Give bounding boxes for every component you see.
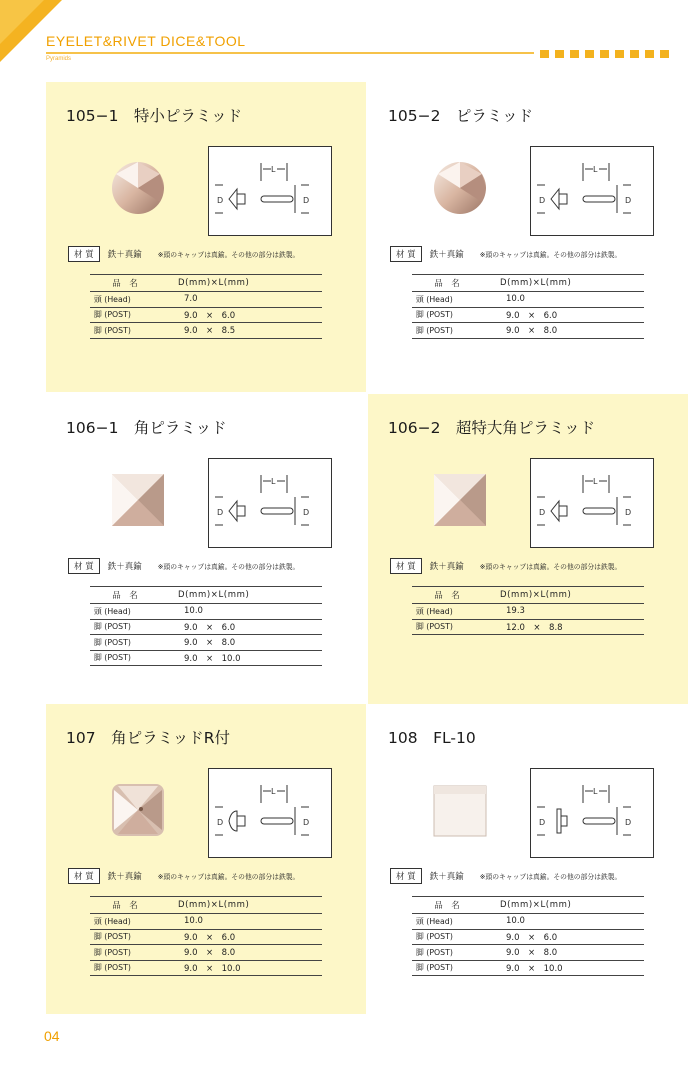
part-name-cell: 脚 (POST) bbox=[412, 307, 482, 323]
rounded-square-pyramid-rivet-image bbox=[108, 780, 168, 840]
product-section-106-2 bbox=[368, 394, 688, 704]
spec-table bbox=[412, 586, 644, 635]
table-row bbox=[90, 960, 322, 976]
product-section-108 bbox=[368, 704, 688, 1014]
size-cell: 9.0 × 6.0 bbox=[160, 307, 322, 323]
table-header-row bbox=[412, 897, 644, 914]
length-label: L bbox=[271, 787, 276, 796]
size-cell: 10.0 bbox=[160, 914, 322, 930]
material-label: 材 質 bbox=[68, 558, 100, 574]
material-note: ※頭のキャップは真鍮。その他の部分は鉄製。 bbox=[157, 563, 300, 571]
diameter-label: D bbox=[539, 818, 546, 827]
spec-table bbox=[90, 896, 322, 976]
part-name-cell: 脚 (POST) bbox=[412, 960, 482, 976]
size-cell: 10.0 bbox=[482, 292, 644, 308]
part-name-cell: 脚 (POST) bbox=[90, 307, 160, 323]
table-row bbox=[412, 914, 644, 930]
product-section-107 bbox=[46, 704, 366, 1014]
material-line bbox=[68, 868, 299, 884]
part-name-cell: 脚 (POST) bbox=[412, 929, 482, 945]
column-header-name: 品 名 bbox=[90, 275, 160, 292]
column-header-size: D(mm)×L(mm) bbox=[160, 897, 322, 914]
diameter-label: D bbox=[217, 818, 224, 827]
column-header-name: 品 名 bbox=[90, 587, 160, 604]
table-row bbox=[412, 307, 644, 323]
table-row bbox=[90, 650, 322, 666]
column-header-name: 品 名 bbox=[412, 587, 482, 604]
page-number: 04 bbox=[44, 1028, 60, 1044]
part-name-cell: 頭 (Head) bbox=[412, 604, 482, 620]
part-name-cell: 脚 (POST) bbox=[90, 960, 160, 976]
material-label: 材 質 bbox=[390, 558, 422, 574]
round-pyramid-rivet-image bbox=[430, 158, 490, 218]
table-row bbox=[412, 604, 644, 620]
table-header-row bbox=[90, 587, 322, 604]
size-cell: 9.0 × 6.0 bbox=[160, 929, 322, 945]
page-header-subtitle: Pyramids bbox=[46, 56, 72, 62]
column-header-size: D(mm)×L(mm) bbox=[160, 275, 322, 292]
diameter-label: D bbox=[217, 196, 224, 205]
column-header-name: 品 名 bbox=[90, 897, 160, 914]
material-label: 材 質 bbox=[390, 868, 422, 884]
material-value: 鉄＋真鍮 bbox=[429, 250, 464, 260]
table-row bbox=[90, 292, 322, 308]
page-header-title: EYELET&RIVET DICE&TOOL bbox=[46, 33, 246, 49]
product-title: 106−2 超特大角ピラミッド bbox=[388, 419, 596, 437]
rivet-dimension-diagram bbox=[530, 768, 654, 858]
table-row bbox=[412, 945, 644, 961]
product-section-105-1 bbox=[46, 82, 366, 392]
rivet-dimension-diagram bbox=[208, 146, 332, 236]
size-cell: 9.0 × 8.0 bbox=[482, 323, 644, 339]
diameter-label: D bbox=[303, 818, 310, 827]
diameter-label: D bbox=[539, 196, 546, 205]
material-value: 鉄＋真鍮 bbox=[429, 872, 464, 882]
table-row bbox=[412, 619, 644, 635]
column-header-size: D(mm)×L(mm) bbox=[482, 587, 644, 604]
material-line bbox=[390, 868, 621, 884]
rivet-dimension-diagram bbox=[208, 768, 332, 858]
size-cell: 7.0 bbox=[160, 292, 322, 308]
product-title: 107 角ピラミッドR付 bbox=[66, 729, 231, 747]
length-label: L bbox=[593, 477, 598, 486]
material-line bbox=[68, 246, 299, 262]
table-row bbox=[90, 619, 322, 635]
table-row bbox=[90, 604, 322, 620]
size-cell: 9.0 × 10.0 bbox=[160, 650, 322, 666]
rivet-dimension-diagram bbox=[208, 458, 332, 548]
diameter-label: D bbox=[303, 196, 310, 205]
length-label: L bbox=[271, 165, 276, 174]
size-cell: 9.0 × 6.0 bbox=[160, 619, 322, 635]
size-cell: 12.0 × 8.8 bbox=[482, 619, 644, 635]
material-line bbox=[68, 558, 299, 574]
material-label: 材 質 bbox=[68, 246, 100, 262]
part-name-cell: 脚 (POST) bbox=[90, 635, 160, 651]
part-name-cell: 頭 (Head) bbox=[412, 292, 482, 308]
diameter-label: D bbox=[625, 196, 632, 205]
rivet-dimension-diagram bbox=[530, 458, 654, 548]
size-cell: 9.0 × 10.0 bbox=[482, 960, 644, 976]
part-name-cell: 頭 (Head) bbox=[90, 292, 160, 308]
header-dash-pattern bbox=[540, 50, 690, 58]
part-name-cell: 脚 (POST) bbox=[90, 323, 160, 339]
size-cell: 9.0 × 6.0 bbox=[482, 307, 644, 323]
diameter-label: D bbox=[625, 818, 632, 827]
column-header-size: D(mm)×L(mm) bbox=[160, 587, 322, 604]
material-label: 材 質 bbox=[390, 246, 422, 262]
table-header-row bbox=[412, 275, 644, 292]
part-name-cell: 脚 (POST) bbox=[412, 619, 482, 635]
product-title: 106−1 角ピラミッド bbox=[66, 419, 227, 437]
table-row bbox=[90, 635, 322, 651]
column-header-size: D(mm)×L(mm) bbox=[482, 897, 644, 914]
material-value: 鉄＋真鍮 bbox=[429, 562, 464, 572]
table-header-row bbox=[90, 897, 322, 914]
material-label: 材 質 bbox=[68, 868, 100, 884]
table-header-row bbox=[412, 587, 644, 604]
product-title: 105−2 ピラミッド bbox=[388, 107, 534, 125]
part-name-cell: 頭 (Head) bbox=[412, 914, 482, 930]
diameter-label: D bbox=[303, 508, 310, 517]
part-name-cell: 脚 (POST) bbox=[90, 929, 160, 945]
column-header-name: 品 名 bbox=[412, 275, 482, 292]
diameter-label: D bbox=[217, 508, 224, 517]
length-label: L bbox=[593, 165, 598, 174]
product-title: 105−1 特小ピラミッド bbox=[66, 107, 243, 125]
size-cell: 19.3 bbox=[482, 604, 644, 620]
diameter-label: D bbox=[625, 508, 632, 517]
material-note: ※頭のキャップは真鍮。その他の部分は鉄製。 bbox=[157, 873, 300, 881]
table-row bbox=[412, 960, 644, 976]
size-cell: 10.0 bbox=[482, 914, 644, 930]
table-row bbox=[412, 292, 644, 308]
table-row bbox=[90, 914, 322, 930]
length-label: L bbox=[271, 477, 276, 486]
material-note: ※頭のキャップは真鍮。その他の部分は鉄製。 bbox=[479, 563, 622, 571]
table-row bbox=[90, 929, 322, 945]
product-section-105-2 bbox=[368, 82, 688, 392]
part-name-cell: 頭 (Head) bbox=[90, 604, 160, 620]
part-name-cell: 脚 (POST) bbox=[412, 323, 482, 339]
column-header-name: 品 名 bbox=[412, 897, 482, 914]
size-cell: 10.0 bbox=[160, 604, 322, 620]
material-note: ※頭のキャップは真鍮。その他の部分は鉄製。 bbox=[479, 873, 622, 881]
product-title: 108 FL-10 bbox=[388, 729, 476, 747]
flat-square-rivet-image bbox=[430, 780, 490, 840]
spec-table bbox=[90, 274, 322, 339]
part-name-cell: 脚 (POST) bbox=[90, 945, 160, 961]
table-row bbox=[412, 929, 644, 945]
size-cell: 9.0 × 8.0 bbox=[482, 945, 644, 961]
size-cell: 9.0 × 8.0 bbox=[160, 635, 322, 651]
material-value: 鉄＋真鍮 bbox=[107, 562, 142, 572]
square-pyramid-rivet-image bbox=[108, 470, 168, 530]
spec-table bbox=[412, 896, 644, 976]
table-row bbox=[412, 323, 644, 339]
round-pyramid-rivet-image bbox=[108, 158, 168, 218]
material-value: 鉄＋真鍮 bbox=[107, 872, 142, 882]
material-line bbox=[390, 558, 621, 574]
spec-table bbox=[412, 274, 644, 339]
header-rule bbox=[46, 52, 534, 54]
material-note: ※頭のキャップは真鍮。その他の部分は鉄製。 bbox=[157, 251, 300, 259]
material-line bbox=[390, 246, 621, 262]
material-note: ※頭のキャップは真鍮。その他の部分は鉄製。 bbox=[479, 251, 622, 259]
column-header-size: D(mm)×L(mm) bbox=[482, 275, 644, 292]
diameter-label: D bbox=[539, 508, 546, 517]
size-cell: 9.0 × 8.5 bbox=[160, 323, 322, 339]
size-cell: 9.0 × 8.0 bbox=[160, 945, 322, 961]
square-pyramid-rivet-image bbox=[430, 470, 490, 530]
part-name-cell: 脚 (POST) bbox=[90, 619, 160, 635]
rivet-dimension-diagram bbox=[530, 146, 654, 236]
table-header-row bbox=[90, 275, 322, 292]
size-cell: 9.0 × 6.0 bbox=[482, 929, 644, 945]
table-row bbox=[90, 945, 322, 961]
spec-table bbox=[90, 586, 322, 666]
length-label: L bbox=[593, 787, 598, 796]
part-name-cell: 脚 (POST) bbox=[90, 650, 160, 666]
size-cell: 9.0 × 10.0 bbox=[160, 960, 322, 976]
part-name-cell: 頭 (Head) bbox=[90, 914, 160, 930]
part-name-cell: 脚 (POST) bbox=[412, 945, 482, 961]
table-row bbox=[90, 323, 322, 339]
table-row bbox=[90, 307, 322, 323]
product-section-106-1 bbox=[46, 394, 366, 704]
material-value: 鉄＋真鍮 bbox=[107, 250, 142, 260]
